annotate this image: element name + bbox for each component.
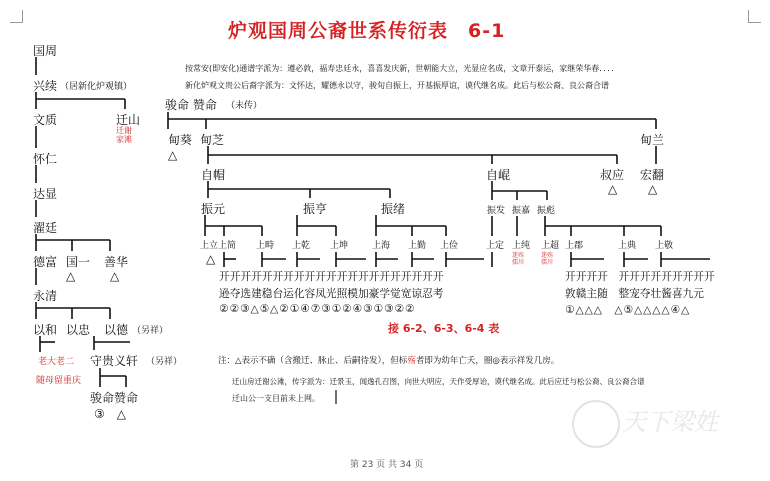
tree-g4f-name: 振彪: [537, 206, 556, 216]
footnote-1-rest: 者即为幼年亡夭，圈◎表示祥发几房。: [415, 356, 560, 366]
left-g7b-name: 国一: [66, 255, 91, 269]
tree-marks-row-right: ①△△△ △⑤△△△△④△: [565, 303, 691, 316]
left-g7b-mark: △: [66, 269, 76, 283]
tree-kai-row-right: 开开开开 开开开开开开开开开: [565, 270, 715, 283]
tree-top-note: （未传）: [226, 101, 263, 111]
left-g2-name: 兴续: [33, 79, 58, 93]
tree-g5n-name: 上敬: [655, 241, 674, 251]
left-g10a-name: 老大老二: [38, 357, 75, 367]
tree-g5k-name: 上超: [541, 241, 560, 251]
tree-g5k-note: 迷殇儒川: [541, 252, 554, 266]
tree-g2c-name: 甸兰: [640, 133, 665, 147]
tree-names-row-left: 逊夺选建稳台运化容凤光照模加豪学觉宽谅忍考: [219, 287, 444, 300]
left-g7c-mark: △: [110, 269, 120, 283]
left-g6-name: 濯廷: [33, 221, 58, 235]
tree-g3c-name: 叔应: [600, 168, 625, 182]
continued-label: 接 6-2、6-3、6-4 表: [388, 322, 500, 335]
page-title: 炉观国周公裔世系传衍表 6-1: [228, 20, 506, 42]
tree-g5d-name: 上乾: [292, 241, 311, 251]
crop-mark-top-right: [748, 10, 761, 23]
left-g2-note: （居新化炉观镇）: [60, 82, 133, 92]
footnote-3: 迁山公一支目前未上网。: [232, 394, 320, 403]
crop-mark-top-left: [10, 10, 23, 23]
tree-g2b-name: 甸芝: [200, 133, 225, 147]
tree-kai-row-left: 开开开开开开开开开开开开开开开开开开开开开: [219, 270, 444, 283]
tree-g5j-name: 上纯: [512, 241, 531, 251]
left-g1-name: 国周: [33, 44, 58, 58]
left-g10a-note: 随母留重庆: [36, 376, 82, 386]
tree-marks-row-left: ②②③△⑤△②①④⑦③①②④③①③②②: [219, 302, 416, 315]
tree-g4d-name: 振发: [487, 206, 506, 216]
tree-g5i-name: 上定: [486, 241, 505, 251]
tree-g5a-name: 上立: [200, 241, 219, 251]
tree-g5l-name: 上郡: [565, 241, 584, 251]
tree-g5b-name: 上简: [218, 241, 237, 251]
tree-top-name: 骏命 赞命: [165, 98, 217, 112]
left-g11-name: 骏命赞命: [90, 391, 139, 405]
footnote-1-red: 殇: [407, 356, 416, 366]
tree-g5j-note: 迷殇儒川: [512, 252, 525, 266]
intro-note-2: 新化炉观文贵公后裔字派为：文怀达，耀德永以守，骏旬自振上，开基振厚谊，谟代继名成。此后与松公裔、良公裔合谱: [185, 81, 609, 90]
left-g9c-note: （另祥）: [132, 326, 169, 336]
tree-g3d-mark: △: [648, 182, 658, 196]
left-g10b-name: 守贵义轩: [90, 354, 139, 368]
tree-g4c-name: 振绪: [381, 202, 406, 216]
left-g5-name: 达显: [33, 187, 58, 201]
tree-g5h-name: 上俭: [440, 241, 459, 251]
footnote-prefix: 注：: [218, 356, 236, 366]
intro-note-1: 按常安(即安化)通谱字派为：遵必敦，福寿忠廷永，喜喜发庆新，世朝能大立，光显应名成，文章开泰运，家继荣华春．．．．: [185, 64, 620, 73]
tree-names-row-right: 敦赣主随 整宠夺壮酱喜九元: [565, 287, 704, 300]
left-g3b-name: 迁山: [116, 113, 141, 127]
left-g8-name: 永清: [33, 289, 58, 303]
watermark-seal-icon: [572, 400, 620, 448]
left-g9b-name: 以忠: [66, 323, 91, 337]
tree-g5e-name: 上坤: [330, 241, 349, 251]
left-g7a-name: 德富: [33, 255, 58, 269]
tree-g3a-name: 自帽: [201, 168, 226, 182]
left-g4-name: 怀仁: [33, 152, 58, 166]
tree-g5g-name: 上勤: [408, 241, 427, 251]
tree-g4b-name: 振亨: [303, 202, 328, 216]
tree-g5m-name: 上典: [618, 241, 637, 251]
left-g11-marks: ③ △: [94, 407, 126, 421]
tree-g3d-name: 宏翻: [640, 168, 665, 182]
left-g9c-name: 以德: [104, 323, 129, 337]
page-number-footer: 第 23 页 共 34 页: [350, 460, 424, 470]
left-g9a-name: 以和: [33, 323, 58, 337]
tree-g4e-name: 振嘉: [512, 206, 531, 216]
footnote-2: 迁山房迁谢公滩，传字派为：迁景玉，闻逸孔召图，向世大明应，天作受厚诒，谟代继名成。此后应迁与松公裔、良公裔合谱: [232, 377, 645, 386]
tree-g5a-mark: △: [206, 252, 216, 266]
tree-g5f-name: 上海: [372, 241, 391, 251]
left-g10b-note: （另祥）: [146, 357, 183, 367]
tree-g2a-mark: △: [168, 148, 178, 162]
footnote-1: [218, 354, 559, 366]
tree-g3c-mark: △: [608, 182, 618, 196]
footnote-1-text: △表示不确（含搬迁、脉止、后嗣待发），但标: [235, 356, 408, 366]
left-g3a-name: 文质: [33, 113, 58, 127]
tree-g5c-name: 上畤: [256, 241, 275, 251]
left-g3b-note: 迁谢家滩: [116, 126, 132, 144]
tree-g3b-name: 自崐: [486, 168, 511, 182]
tree-g4a-name: 振元: [201, 202, 226, 216]
tree-g2a-name: 甸葵: [168, 133, 193, 147]
left-g7c-name: 善华: [104, 255, 129, 269]
watermark-text: 天下梁姓: [622, 408, 718, 436]
